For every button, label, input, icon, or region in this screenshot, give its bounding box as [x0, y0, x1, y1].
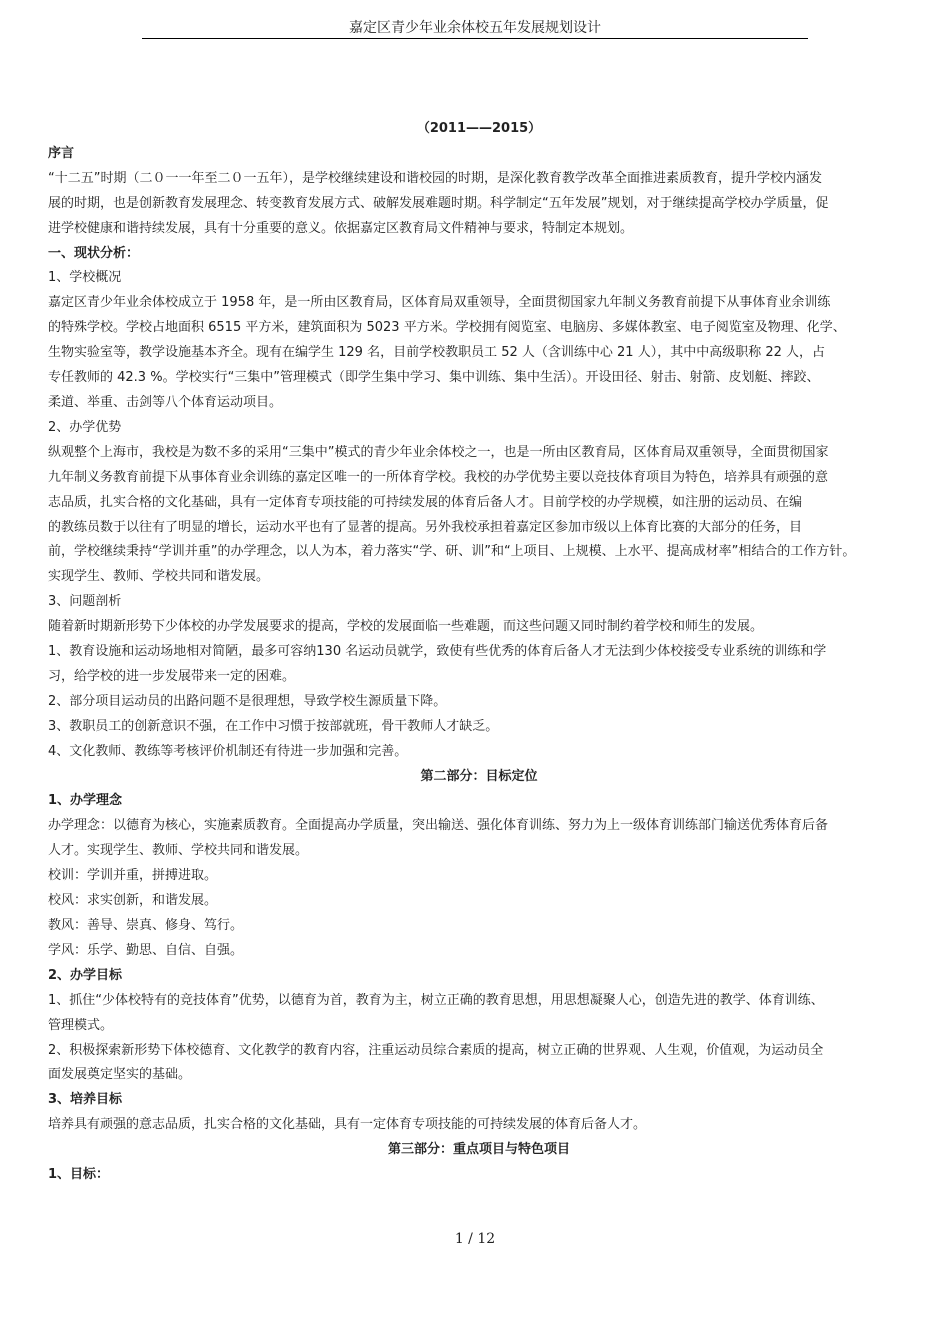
section-heading: 第二部分：目标定位	[420, 768, 538, 784]
text-line: 随着新时期新形势下少体校的办学发展要求的提高，学校的发展面临一些难题，而这些问题又同时制约着学校和师生的发展。	[48, 619, 764, 635]
text-line: 专任教师的 42.3 %。学校实行“三集中”管理模式（即学生集中学习、集中训练、集中生活）。开设田径、射击、射箭、皮划艇、摔跤、	[48, 370, 820, 386]
text-line: 人才。实现学生、教师、学校共同和谐发展。	[48, 843, 309, 859]
text-line: 实现学生、教师、学校共同和谐发展。	[48, 569, 270, 585]
text-line: 嘉定区青少年业余体校成立于 1958 年，是一所由区教育局，区体育局双重领导，全面贯彻国家九年制义务教育前提下从事体育业余训练	[48, 295, 831, 311]
text-line: 2、办学优势	[48, 419, 122, 435]
text-line: 志品质，扎实合格的文化基础，具有一定体育专项技能的可持续发展的体育后备人才。目前学校的办学规模，如注册的运动员、在编	[48, 494, 803, 510]
text-line: 展的时期，也是创新教育发展理念、转变教育发展方式、破解发展难题时期。科学制定“五年发展”规划，对于继续提高学校办学质量，促	[48, 195, 829, 211]
text-line: 生物实验室等，教学设施基本齐全。现有在编学生 129 名，目前学校教职员工 52 人（含训练中心 21 人），其中中高级职称 22 人，占	[48, 345, 825, 361]
text-line: 习，给学校的进一步发展带来一定的困难。	[48, 668, 296, 684]
text-line: 前，学校继续秉持“学训并重”的办学理念，以人为本，着力落实“学、研、训”和“上项目、上规模、上水平、提高成材率”相结合的工作方针。	[48, 544, 856, 560]
text-line: 教风：善导、崇真、修身、笃行。	[48, 918, 244, 933]
section-heading: 第三部分：重点项目与特色项目	[387, 1142, 570, 1158]
section-heading: （2011——2015）	[416, 121, 542, 136]
heading-line: 3、培养目标	[48, 1092, 123, 1108]
text-line: 2、部分项目运动员的出路问题不是很理想，导致学校生源质量下降。	[48, 693, 447, 709]
text-line: 柔道、举重、击剑等八个体育运动项目。	[48, 394, 283, 410]
text-line: 1、学校概况	[48, 270, 122, 286]
heading-line: 1、目标：	[48, 1167, 110, 1183]
text-line: 1、教育设施和运动场地相对简陋，最多可容纳130 名运动员就学，致使有些优秀的体育后备人才无法到少体校接受专业系统的训练和学	[48, 644, 827, 660]
text-line: 培养具有顽强的意志品质，扎实合格的文化基础，具有一定体育专项技能的可持续发展的体育后备人才。	[48, 1117, 647, 1133]
text-line: 校风：求实创新，和谐发展。	[48, 893, 218, 909]
text-line: “十二五”时期（二０一一年至二０一五年），是学校继续建设和谐校园的时期，是深化教育教学改革全面推进素质教育，提升学校内涵发	[48, 170, 822, 186]
text-line: 纵观整个上海市，我校是为数不多的采用“三集中”模式的青少年业余体校之一，也是一所由区教育局，区体育局双重领导，全面贯彻国家	[48, 444, 829, 460]
text-line: 1、抓住“少体校特有的竞技体育”优势，以德育为首，教育为主，树立正确的教育思想，用思想凝聚人心，创造先进的教学、体育训练、	[48, 992, 824, 1008]
text-line: 面发展奠定坚实的基础。	[48, 1067, 192, 1083]
page-number: 1 / 12	[454, 1231, 496, 1247]
text-line: 2、积极探索新形势下体校德育、文化教学的教育内容，注重运动员综合素质的提高，树立正确的世界观、人生观，价值观，为运动员全	[48, 1042, 824, 1058]
text-line: 学风：乐学、勤思、自信、自强。	[48, 942, 244, 958]
text-line: 办学理念：以德育为核心，实施素质教育。全面提高办学质量，突出输送、强化体育训练、努力为上一级体育训练部门输送优秀体育后备	[48, 818, 829, 834]
text-line: 进学校健康和谐持续发展，具有十分重要的意义。依据嘉定区教育局文件精神与要求，特制定本规划。	[48, 220, 634, 236]
text-line: 的特殊学校。学校占地面积 6515 平方米，建筑面积为 5023 平方米。学校拥有阅览室、电脑房、多媒体教室、电子阅览室及物理、化学、	[48, 320, 846, 336]
text-line: 的教练员数于以往有了明显的增长，运动水平也有了显著的提高。另外我校承担着嘉定区参加市级以上体育比赛的大部分的任务，目	[48, 519, 803, 535]
text-line: 管理模式。	[48, 1017, 114, 1033]
heading-line: 一、现状分析：	[48, 245, 140, 261]
text-line: 九年制义务教育前提下从事体育业余训练的嘉定区唯一的一所体育学校。我校的办学优势主要以竞技体育项目为特色，培养具有顽强的意	[48, 469, 829, 485]
text-line: 3、问题剖析	[48, 594, 122, 610]
heading-line: 1、办学理念	[48, 793, 123, 809]
heading-line: 序言	[48, 145, 75, 161]
page-header-title: 嘉定区青少年业余体校五年发展规划设计	[142, 18, 808, 39]
document-body	[48, 117, 910, 1188]
text-line: 3、教职员工的创新意识不强，在工作中习惯于按部就班，骨干教师人才缺乏。	[48, 718, 499, 734]
heading-line: 2、办学目标	[48, 967, 123, 983]
text-line: 4、文化教师、教练等考核评价机制还有待进一步加强和完善。	[48, 743, 408, 759]
text-line: 校训：学训并重，拼搏进取。	[48, 868, 218, 884]
